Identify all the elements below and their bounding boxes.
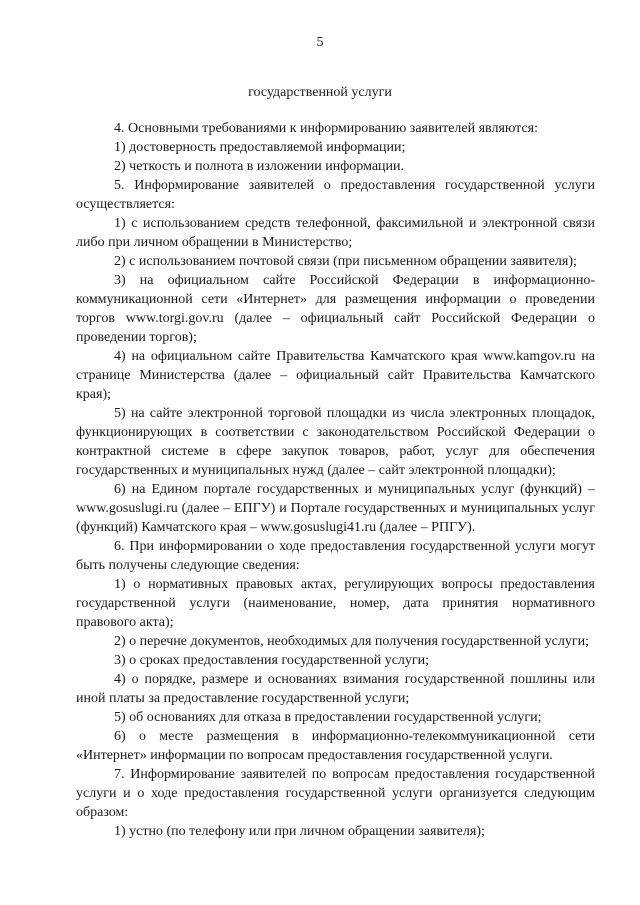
paragraph: 6. При информировании о ходе предоставления государственной услуги могут быть получены следующие сведения: [76, 539, 595, 573]
paragraph: 1) достоверность предоставляемой информации; [114, 140, 406, 155]
section-title-continuation: государственной услуги [248, 85, 392, 100]
paragraph: 2) о перечне документов, необходимых для получения государственной услуги; [114, 634, 589, 649]
paragraph: 4) о порядке, размере и основаниях взимания государственной пошлины или иной платы за предоставление государственной услуги; [76, 672, 595, 706]
paragraph: 4. Основными требованиями к информированию заявителей являются: [114, 121, 539, 136]
paragraph: 5) на сайте электронной торговой площадки из числа электронных площадок, функционирующих в соответствии с законодательством Российской Федерации о контрактной системе в сфере закупок товаров, работ, услуг для обеспечения государственных и муниципальных нужд (далее – сайт электронной площадки); [76, 406, 595, 478]
paragraph: 5) об основаниях для отказа в предоставлении государственной услуги; [114, 710, 542, 725]
paragraph: 6) о месте размещения в информационно-телекоммуникационной сети «Интернет» информации по вопросам предоставления государственной услуги. [76, 729, 595, 763]
paragraph: 2) четкость и полнота в изложении информации. [114, 159, 405, 174]
paragraph: 7. Информирование заявителей по вопросам предоставления государственной услуги и о ходе предоставления государственной услуги организуется следующим образом: [76, 767, 595, 820]
paragraph: 1) с использованием средств телефонной, факсимильной и электронной связи либо при личном обращении в Министерство; [76, 216, 595, 250]
paragraph: 6) на Едином портале государственных и муниципальных услуг (функций) – www.gosuslugi.ru (далее – ЕПГУ) и Портале государственных и муниципальных услуг (функций) Камчатского края – www.gosuslugi41.ru (далее – РПГУ). [76, 482, 595, 535]
paragraph: 3) на официальном сайте Российской Федерации в информационно-коммуникационной сети «Интернет» для размещения информации о проведении торгов www.torgi.gov.ru (далее – официальный сайт Российской Федерации о проведении торгов); [76, 273, 595, 345]
paragraph: 4) на официальном сайте Правительства Камчатского края www.kamgov.ru на странице Министерства (далее – официальный сайт Правительства Камчатского края); [76, 349, 595, 402]
paragraph: 5. Информирование заявителей о предоставления государственной услуги осуществляется: [76, 178, 595, 212]
paragraph: 1) устно (по телефону или при личном обращении заявителя); [114, 824, 485, 839]
paragraph: 2) с использованием почтовой связи (при письменном обращении заявителя); [114, 254, 577, 269]
page-number: 5 [316, 35, 324, 50]
document-body [76, 119, 595, 841]
paragraph: 3) о сроках предоставления государственной услуги; [114, 653, 430, 668]
paragraph: 1) о нормативных правовых актах, регулирующих вопросы предоставления государственной услуги (наименование, номер, дата принятия нормативного правового акта); [76, 577, 595, 630]
